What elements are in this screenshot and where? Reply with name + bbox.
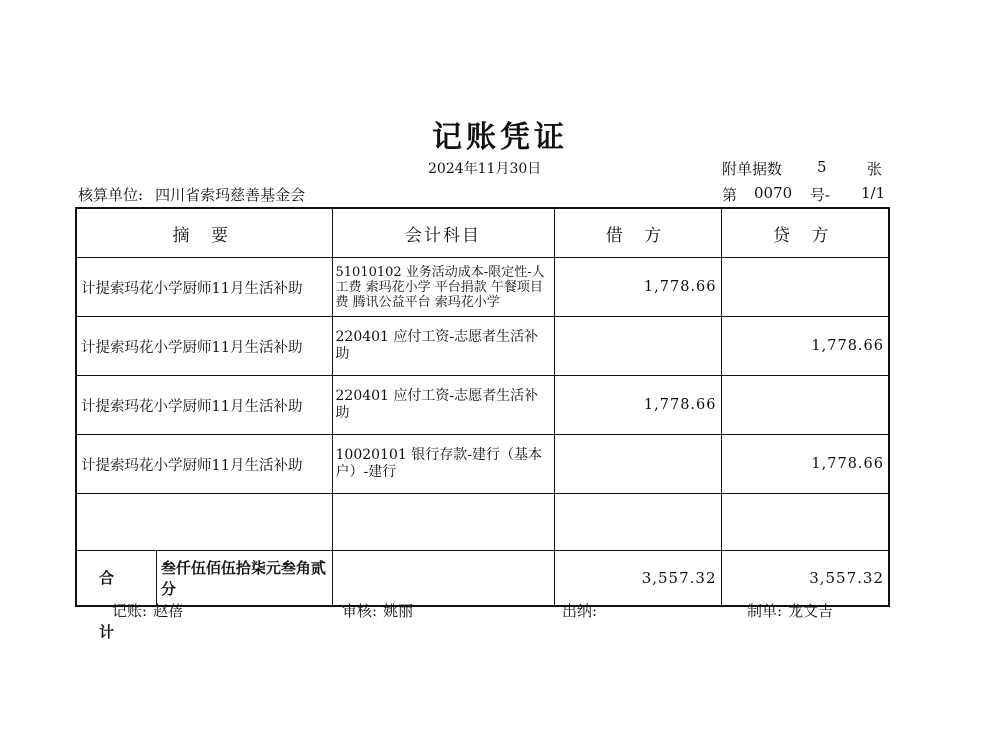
unit-label: 核算单位: — [78, 186, 144, 204]
row-account: 51010102 业务活动成本-限定性-人工费 索玛花小学 平台捐款 午餐项目费 腾讯公益平台 索玛花小学 — [332, 258, 554, 317]
bookkeeper-signature — [112, 600, 183, 621]
row-summary: 计提索玛花小学厨师11月生活补助 — [76, 435, 332, 494]
empty-cell — [721, 494, 889, 551]
bookkeeper-name: 赵蓓 — [153, 602, 184, 620]
row-debit — [554, 435, 721, 494]
row-account: 220401 应付工资-志愿者生活补助 — [332, 317, 554, 376]
row-summary: 计提索玛花小学厨师11月生活补助 — [76, 258, 332, 317]
attachment-label: 附单据数 — [722, 160, 783, 178]
col-header-debit: 借 方 — [554, 208, 721, 258]
attachment-unit: 张 — [867, 160, 883, 178]
attachment-count-line — [722, 158, 883, 179]
col-header-account: 会计科目 — [332, 208, 554, 258]
attachment-count: 5 — [817, 158, 827, 176]
row-summary: 计提索玛花小学厨师11月生活补助 — [76, 376, 332, 435]
voucher-suffix: 号- — [810, 186, 831, 204]
preparer-name: 龙文吉 — [788, 602, 834, 620]
row-summary: 计提索玛花小学厨师11月生活补助 — [76, 317, 332, 376]
total-debit: 3,557.32 — [554, 551, 721, 607]
table-row — [76, 258, 889, 317]
voucher-page-number: 1/1 — [861, 184, 886, 202]
cashier-signature — [562, 600, 603, 621]
voucher-prefix: 第 — [722, 186, 738, 204]
total-spacer — [332, 551, 554, 607]
total-row — [76, 551, 889, 607]
row-credit: 1,778.66 — [721, 317, 889, 376]
empty-cell — [76, 494, 332, 551]
voucher-number: 0070 — [754, 184, 793, 202]
total-label: 合计 — [77, 551, 157, 605]
empty-row — [76, 494, 889, 551]
unit-name: 四川省索玛慈善基金会 — [155, 186, 306, 204]
row-account: 10020101 银行存款-建行（基本户）-建行 — [332, 435, 554, 494]
row-debit: 1,778.66 — [554, 376, 721, 435]
preparer-label: 制单: — [747, 602, 783, 620]
row-account: 220401 应付工资-志愿者生活补助 — [332, 376, 554, 435]
voucher-title: 记账凭证 — [432, 120, 568, 155]
preparer-signature — [747, 600, 833, 621]
reviewer-name: 姚丽 — [383, 602, 414, 620]
row-debit — [554, 317, 721, 376]
table-header-row — [76, 208, 889, 258]
cashier-label: 出纳: — [562, 602, 598, 620]
table-row — [76, 435, 889, 494]
row-credit: 1,778.66 — [721, 435, 889, 494]
total-amount-in-words: 叁仟伍佰伍拾柒元叁角贰分 — [160, 559, 326, 598]
bookkeeper-label: 记账: — [112, 602, 148, 620]
voucher-date: 2024年11月30日 — [428, 161, 542, 177]
col-header-credit: 贷 方 — [721, 208, 889, 258]
reviewer-label: 审核: — [342, 602, 378, 620]
table-row — [76, 317, 889, 376]
row-credit — [721, 258, 889, 317]
voucher-number-line — [722, 184, 886, 205]
col-header-summary: 摘 要 — [76, 208, 332, 258]
reviewer-signature — [342, 600, 413, 621]
table-row — [76, 376, 889, 435]
empty-cell — [554, 494, 721, 551]
empty-cell — [332, 494, 554, 551]
row-debit: 1,778.66 — [554, 258, 721, 317]
total-credit: 3,557.32 — [721, 551, 889, 607]
row-credit — [721, 376, 889, 435]
accounting-unit-line — [78, 184, 305, 205]
